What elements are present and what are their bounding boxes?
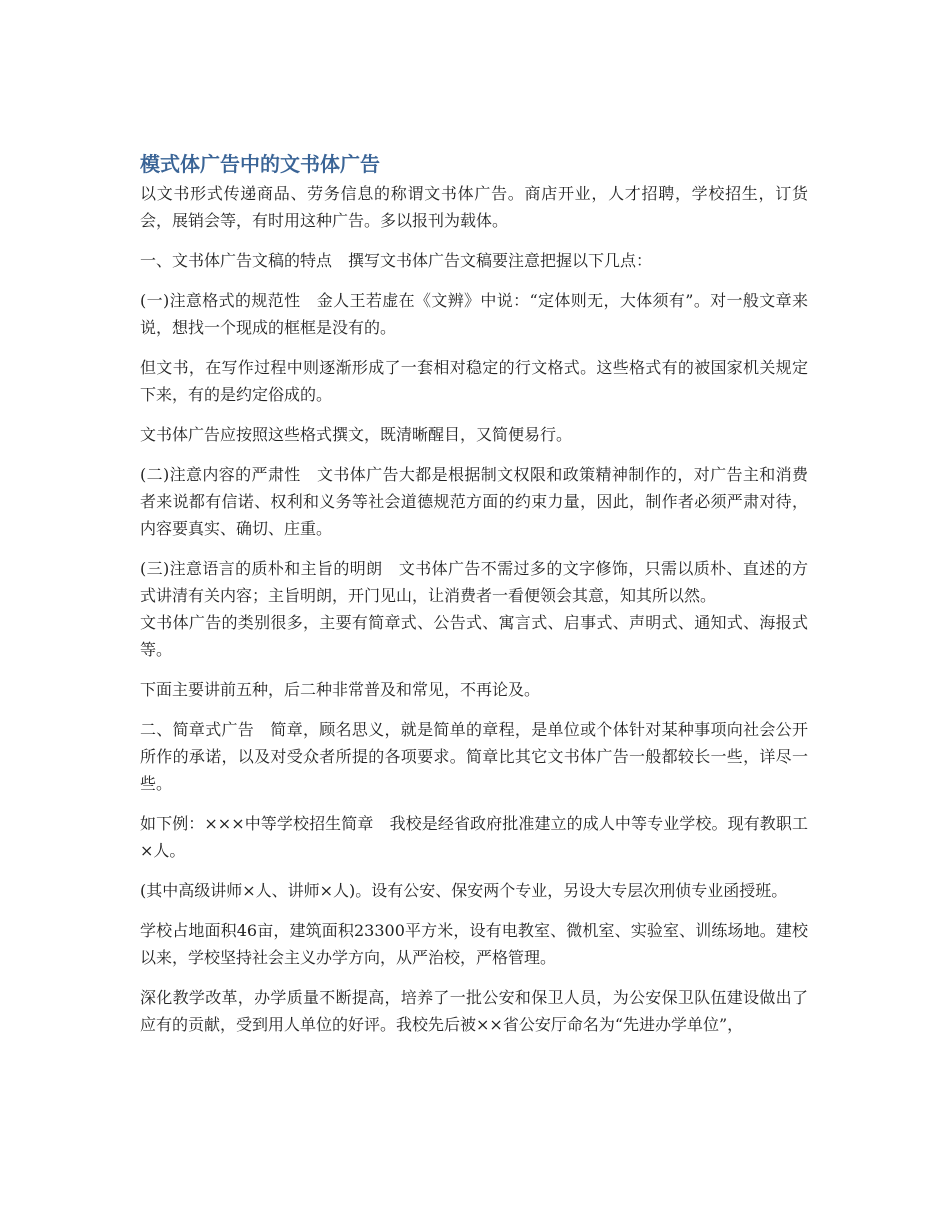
paragraph-intro: 以文书形式传递商品、劳务信息的称谓文书体广告。商店开业，人才招聘，学校招生，订货会，展销会等，有时用这种广告。多以报刊为载体。	[140, 184, 808, 230]
paragraph-example-campus: 学校占地面积46亩，建筑面积23300平方米，设有电教室、微机室、实验室、训练场地。建校以来，学校坚持社会主义办学方向，从严治校，严格管理。	[140, 921, 808, 967]
paragraph-format-usage: 文书体广告应按照这些格式撰文，既清晰醒目，又简便易行。	[140, 425, 573, 444]
document-title: 模式体广告中的文书体广告	[140, 152, 380, 176]
paragraph-scope: 下面主要讲前五种，后二种非常普及和常见，不再论及。	[140, 680, 541, 699]
paragraph-example-staff: (其中高级讲师×人、讲师×人)。设有公安、保安两个专业，另设大专层次刑侦专业函授班。	[140, 881, 788, 900]
paragraph-section-two: 二、简章式广告 简章，顾名思义，就是简单的章程，是单位或个体针对某种事项向社会公开所作的承诺，以及对受众者所提的各项要求。简章比其它文书体广告一般都较长一些，详尽一些。	[140, 720, 808, 793]
paragraph-section-one: 一、文书体广告文稿的特点 撰写文书体广告文稿要注意把握以下几点：	[140, 251, 653, 270]
paragraph-language-plain: (三)注意语言的质朴和主旨的明朗 文书体广告不需过多的文字修饰，只需以质朴、直述的方式讲清有关内容；主旨明朗，开门见山，让消费者一看便领会其意，知其所以然。	[140, 559, 808, 605]
paragraph-example-intro: 如下例：×××中等学校招生简章 我校是经省政府批准建立的成人中等专业学校。现有教职工×人。	[140, 814, 808, 860]
paragraph-format-fixed: 但文书，在写作过程中则逐渐形成了一套相对稳定的行文格式。这些格式有的被国家机关规定下来，有的是约定俗成的。	[140, 358, 808, 404]
document-page	[140, 150, 808, 1051]
paragraph-content-serious: (二)注意内容的严肃性 文书体广告大都是根据制文权限和政策精神制作的，对广告主和消费者来说都有信诺、权利和义务等社会道德规范方面的约束力量，因此，制作者必须严肃对待，内容要真实、确切、庄重。	[140, 465, 808, 538]
paragraph-categories: 文书体广告的类别很多，主要有简章式、公告式、寓言式、启事式、声明式、通知式、海报式等。	[140, 613, 808, 659]
paragraph-format-standard: (一)注意格式的规范性 金人王若虚在《文辨》中说：“定体则无，大体须有”。对一般文章来说，想找一个现成的框框是没有的。	[140, 291, 808, 337]
paragraph-example-reform: 深化教学改革，办学质量不断提高，培养了一批公安和保卫人员，为公安保卫队伍建设做出了应有的贡献，受到用人单位的好评。我校先后被××省公安厅命名为“先进办学单位”，	[140, 988, 808, 1034]
